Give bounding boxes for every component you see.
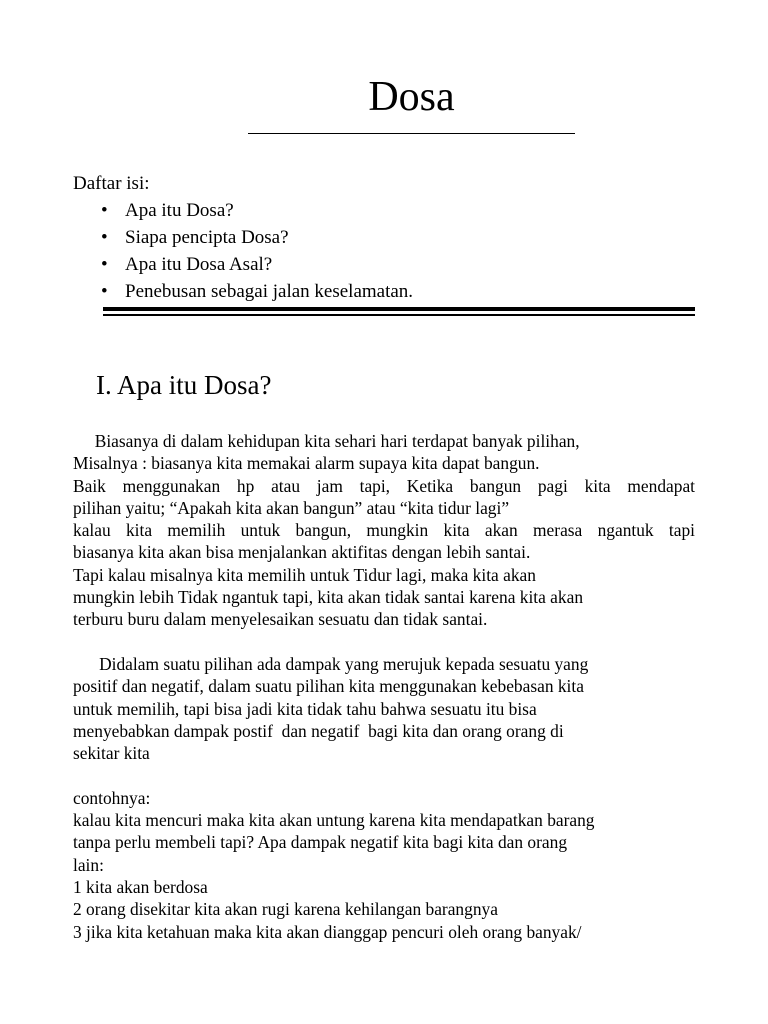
word: bangun,	[295, 520, 352, 541]
numbered-item: 2 orang disekitar kita akan rugi karena kehilangan barangnya	[73, 899, 498, 920]
word: Ketika	[406, 475, 454, 496]
toc-item	[101, 224, 713, 251]
toc-item-label: Penebusan sebagai jalan keselamatan.	[125, 281, 414, 302]
word: Baik	[73, 475, 106, 496]
word: akan	[484, 520, 518, 541]
toc-item-label: Apa itu Dosa Asal?	[125, 254, 273, 275]
word: bangun	[469, 475, 522, 496]
paragraph-line: positif dan negatif, dalam suatu pilihan kita menggunakan kebebasan kita	[73, 676, 584, 697]
word: mendapat	[627, 475, 695, 496]
word: mungkin	[366, 520, 429, 541]
word: kalau	[73, 520, 111, 541]
document-title: Dosa	[368, 74, 455, 120]
word: merasa	[533, 520, 583, 541]
bullet-icon: •	[101, 200, 108, 221]
divider-thin-line	[103, 314, 695, 316]
paragraph-spacer	[73, 631, 695, 653]
section-body	[73, 430, 695, 943]
toc-list	[73, 197, 713, 305]
word: memilih	[167, 520, 226, 541]
paragraph-line: Didalam suatu pilihan ada dampak yang merujuk kepada sesuatu yang	[73, 653, 589, 674]
paragraph-line: Tapi kalau misalnya kita memilih untuk Tidur lagi, maka kita akan	[73, 564, 536, 585]
bullet-icon: •	[101, 227, 108, 248]
paragraph-line: terburu buru dalam menyelesaikan sesuatu dan tidak santai.	[73, 609, 488, 630]
toc-item	[101, 197, 713, 224]
paragraph-line: tanpa perlu membeli tapi? Apa dampak negatif kita bagi kita dan orang	[73, 832, 568, 853]
bullet-icon: •	[101, 254, 108, 275]
word: kita	[125, 520, 153, 541]
paragraph-line: untuk memilih, tapi bisa jadi kita tidak tahu bahwa sesuatu itu bisa	[73, 698, 537, 719]
numbered-item: 3 jika kita ketahuan maka kita akan dianggap pencuri oleh orang banyak/	[73, 921, 582, 942]
table-of-contents	[73, 170, 713, 305]
word: tapi,	[359, 475, 391, 496]
paragraph-line: biasanya kita akan bisa menjalankan aktifitas dengan lebih santai.	[73, 542, 531, 563]
numbered-item: 1 kita akan berdosa	[73, 876, 208, 897]
paragraph-line-justified	[73, 475, 695, 497]
toc-item-label: Siapa pencipta Dosa?	[125, 227, 289, 248]
toc-item	[101, 278, 713, 305]
word: atau	[271, 475, 301, 496]
bullet-icon: •	[101, 281, 108, 302]
word: ngantuk	[597, 520, 654, 541]
word: kita	[443, 520, 470, 541]
word: kita	[584, 475, 611, 496]
word: untuk	[240, 520, 281, 541]
toc-heading: Daftar isi:	[73, 173, 150, 194]
paragraph-line: lain:	[73, 854, 104, 875]
word: tapi	[668, 520, 695, 541]
word: jam	[316, 475, 343, 496]
toc-item	[101, 251, 713, 278]
paragraph-line: sekitar kita	[73, 743, 150, 764]
paragraph-line: Misalnya : biasanya kita memakai alarm supaya kita dapat bangun.	[73, 453, 540, 474]
paragraph-line: pilihan yaitu; “Apakah kita akan bangun” atau “kita tidur lagi”	[73, 497, 510, 518]
paragraph-line: mungkin lebih Tidak ngantuk tapi, kita akan tidak santai karena kita akan	[73, 587, 584, 608]
section-heading: I. Apa itu Dosa?	[96, 370, 272, 400]
toc-item-label: Apa itu Dosa?	[125, 200, 234, 221]
title-underline	[248, 133, 575, 134]
paragraph-line-justified	[73, 519, 695, 541]
example-heading: contohnya:	[73, 787, 151, 808]
paragraph-spacer	[73, 764, 695, 786]
paragraph-line: kalau kita mencuri maka kita akan untung karena kita mendapatkan barang	[73, 810, 595, 831]
word: hp	[236, 475, 255, 496]
word: menggunakan	[122, 475, 221, 496]
paragraph-line: Biasanya di dalam kehidupan kita sehari hari terdapat banyak pilihan,	[73, 431, 580, 451]
word: pagi	[537, 475, 568, 496]
paragraph-line: menyebabkan dampak postif dan negatif bagi kita dan orang orang di	[73, 720, 564, 741]
section-divider	[103, 307, 695, 316]
